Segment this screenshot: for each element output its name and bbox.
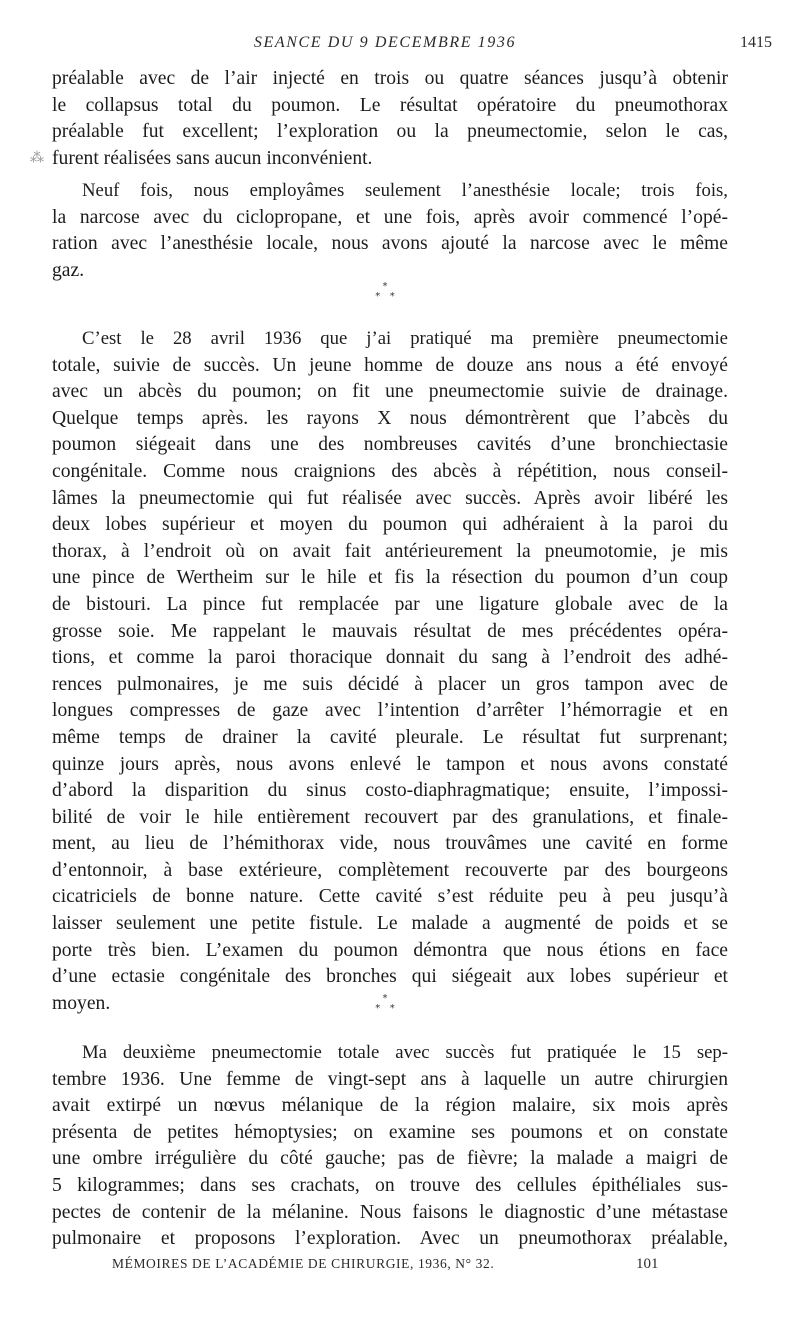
running-head <box>0 34 800 56</box>
text-line: longues compresses de gaze avec l’intention d’arrêter l’hémorragie et en <box>52 700 728 722</box>
text-line: même temps de drainer la cavité pleurale. Le résultat fut surprenant; <box>52 726 728 748</box>
text-line: ration avec l’anesthésie locale, nous avons ajouté la narcose avec le même <box>52 233 728 255</box>
text-line: totale, suivie de succès. Un jeune homme de douze ans nous a été envoyé <box>52 354 728 376</box>
text-line: ment, au lieu de l’hémithorax vide, nous trouvâmes une cavité en forme <box>52 833 728 855</box>
paragraph-2 <box>52 178 728 284</box>
text-line: gaz. <box>52 259 85 281</box>
text-line: rences pulmonaires, je me suis décidé à placer un gros tampon avec de <box>52 673 728 695</box>
text-line: une ombre irrégulière du côté gauche; pas de fièvre; la malade a maigri de <box>52 1148 728 1170</box>
running-title: SEANCE DU 9 DECEMBRE 1936 <box>253 34 517 51</box>
text-line: thorax, à l’endroit où on avait fait antérieurement la pneumotomie, je mis <box>52 540 728 562</box>
print-smudge-icon: ⁂ <box>30 150 44 166</box>
text-line: Ma deuxième pneumectomie totale avec succès fut pratiquée le 15 sep- <box>82 1042 728 1063</box>
section-separator <box>0 282 770 302</box>
asterism-top-star: * <box>382 993 388 1004</box>
sheet-number: 101 <box>636 1256 659 1272</box>
paragraph-3 <box>52 326 728 1017</box>
text-line: Quelque temps après. les rayons X nous démontrèrent que l’abcès du <box>52 407 728 429</box>
text-line: bilité de voir le hile entièrement recouvert par des granulations, et finale- <box>52 806 728 828</box>
text-line: 5 kilogrammes; dans ses crachats, on trouve des cellules épithéliales sus- <box>52 1174 728 1196</box>
text-line: tions, et comme la paroi thoracique donnait du sang à l’endroit des adhé- <box>52 647 728 669</box>
text-line: deux lobes supérieur et moyen du poumon qui adhéraient à la paroi du <box>52 514 728 536</box>
asterism-bottom-stars: * * <box>375 1003 395 1014</box>
text-line: pectes de contenir de la mélanine. Nous faisons le diagnostic d’une métastase <box>52 1201 728 1223</box>
paragraph-4 <box>52 1040 728 1253</box>
text-line: de bistouri. La pince fut remplacée par une ligature globale avec de la <box>52 593 728 615</box>
page-footer <box>0 1256 800 1276</box>
text-line: d’une ectasie congénitale des bronches qui siégeait aux lobes supérieur et <box>52 966 728 988</box>
text-line: furent réalisées sans aucun inconvénient. <box>52 147 373 169</box>
text-line: C’est le 28 avril 1936 que j’ai pratiqué ma première pneumectomie <box>82 328 728 349</box>
text-line: préalable fut excellent; l’exploration ou la pneumectomie, selon le cas, <box>52 121 728 143</box>
text-line: avait extirpé un nœvus mélanique de la région malaire, six mois après <box>52 1095 728 1117</box>
text-line: la narcose avec du ciclopropane, et une fois, après avoir commencé l’opé- <box>52 206 728 228</box>
text-line: porte très bien. L’examen du poumon démontra que nous étions en face <box>52 939 728 961</box>
text-line: poumon siégeait dans une des nombreuses cavités d’une bronchiectasie <box>52 434 728 456</box>
text-line: avec un abcès du poumon; on fit une pneumectomie suivie de drainage. <box>52 381 728 403</box>
text-line: grosse soie. Me rappelant le mauvais résultat de mes précédentes opéra- <box>52 620 728 642</box>
text-line: tembre 1936. Une femme de vingt-sept ans à laquelle un autre chirurgien <box>52 1068 728 1090</box>
journal-reference: MÉMOIRES DE L’ACADÉMIE DE CHIRURGIE, 1936, N° 32. <box>112 1256 495 1271</box>
section-separator <box>0 994 770 1014</box>
text-line: présenta de petites hémoptysies; on examine ses poumons et on constate <box>52 1121 728 1143</box>
text-line: le collapsus total du poumon. Le résultat opératoire du pneumothorax <box>52 94 728 116</box>
text-line: cicatriciels de bonne nature. Cette cavité s’est réduite peu à peu jusqu’à <box>52 886 728 908</box>
text-line: d’entonnoir, à base extérieure, complètement recouverte par des bourgeons <box>52 859 728 881</box>
text-line: congénitale. Comme nous craignions des abcès à répétition, nous conseil- <box>52 460 728 482</box>
text-line: quinze jours après, nous avons enlevé le tampon et nous avons constaté <box>52 753 728 775</box>
text-line: d’abord la disparition du sinus costo-diaphragmatique; ensuite, l’impossi- <box>52 780 728 802</box>
text-line: préalable avec de l’air injecté en trois ou quatre séances jusqu’à obtenir <box>52 68 728 89</box>
text-line: une pince de Wertheim sur le hile et fis la résection du poumon d’un coup <box>52 567 728 589</box>
text-line: moyen. <box>52 992 111 1014</box>
page-number: 1415 <box>740 34 772 51</box>
text-line: laisser seulement une petite fistule. Le malade a augmenté de poids et se <box>52 913 728 935</box>
text-line: lâmes la pneumectomie qui fut réalisée avec succès. Après avoir libéré les <box>52 487 728 509</box>
paragraph-1 <box>52 66 728 172</box>
text-line: Neuf fois, nous employâmes seulement l’anesthésie locale; trois fois, <box>82 180 728 201</box>
text-line: pulmonaire et proposons l’exploration. Avec un pneumothorax préalable, <box>52 1228 728 1250</box>
asterism-top-star: * <box>382 281 388 292</box>
asterism-bottom-stars: * * <box>375 291 395 302</box>
